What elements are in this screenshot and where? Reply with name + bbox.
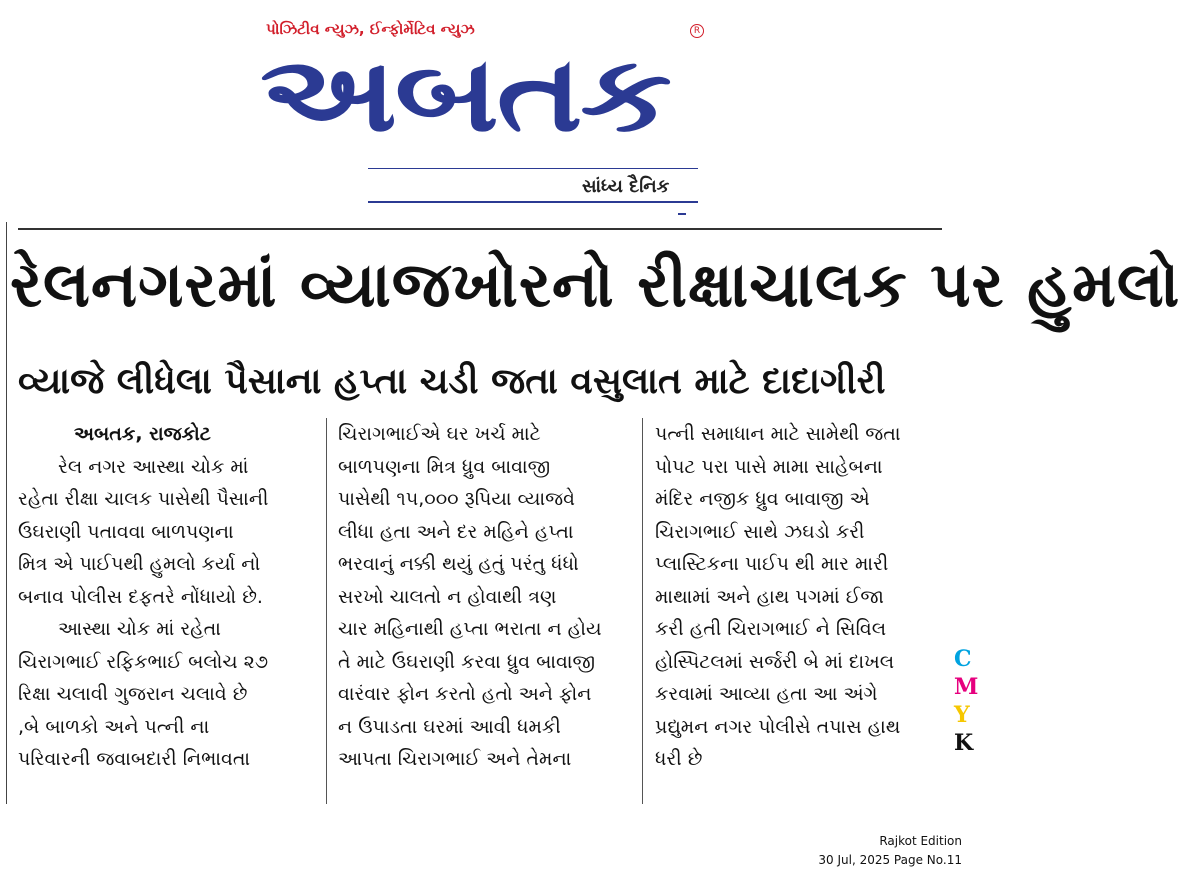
article-column-1 — [18, 418, 314, 776]
column-divider — [326, 418, 327, 804]
article-text-line: પત્ની સમાધાન માટે સામેથી જતા — [655, 423, 901, 445]
article-text-line: પોપટ પરા પાસે મામા સાહેબના — [655, 455, 883, 478]
article-text-line: પ્રદ્યુમન નગર પોલીસે તપાસ હાથ — [655, 715, 901, 738]
article-text-line: માથામાં અને હાથ પગમાં ઈજા — [655, 585, 884, 608]
article-text-line: પાસેથી ૧૫,૦૦૦ રૂપિયા વ્યાજવે — [338, 488, 575, 510]
article-text-line: આસ્થા ચોક માં રહેતા — [58, 618, 221, 640]
article-text-line: બનાવ પોલીસ દફતરે નોંધાયો છે. — [18, 585, 263, 608]
cmyk-k: K — [954, 730, 974, 756]
article-subheadline: વ્યાજે લીધેલા પૈસાના હપ્તા ચડી જતા વસુલાત માટે દાદાગીરી — [18, 361, 886, 402]
article-top-rule — [18, 228, 942, 230]
edition-label: સાંધ્ય દૈનિક — [582, 176, 670, 197]
newspaper-logo: અબતક — [260, 33, 670, 155]
article-column-3 — [655, 418, 947, 776]
clipping-border — [6, 222, 7, 804]
article-text-line: કરી હતી ચિરાગભાઈ ને સિવિલ — [655, 618, 887, 640]
article-text-line: મંદિર નજીક ધ્રુવ બાવાજી એ — [655, 488, 870, 510]
article-text-line: રેલ નગર આસ્થા ચોક માં — [58, 455, 249, 478]
article-text-line: ન ઉપાડતા ઘરમાં આવી ધમકી — [338, 715, 561, 738]
footer-edition: Rajkot Edition — [879, 834, 962, 848]
registered-trademark-icon: R — [690, 24, 704, 38]
article-text-line: હોસ્પિટલમાં સર્જરી બે માં દાખલ — [655, 650, 895, 673]
article-text-line: આપતા ચિરાગભાઈ અને તેમના — [338, 748, 572, 770]
article-column-2 — [338, 418, 630, 776]
article-text-line: ભરવાનું નક્કી થયું હતું પરંતુ ધંધો — [338, 553, 579, 575]
article-text-line: ચિરાગભાઈ રફિકભાઈ બલોચ ૨૭ — [18, 650, 269, 673]
article-text-line: લીધા હતા અને દર મહિને હપ્તા — [338, 520, 574, 543]
column-divider — [642, 418, 643, 804]
cmyk-m: M — [954, 674, 979, 700]
article-text-line: તે માટે ઉઘરાણી કરવા ધ્રુવ બાવાજી — [338, 650, 596, 673]
article-text-line: બાળપણના મિત્ર ધ્રુવ બાવાજી — [338, 455, 551, 478]
article-text-line: પ્લાસ્ટિકના પાઈપ થી માર મારી — [655, 553, 889, 575]
article-text-line: મિત્ર એ પાઈપથી હુમલો કર્યા નો — [18, 553, 261, 575]
masthead-mark — [678, 213, 686, 215]
masthead-rule-bottom — [368, 201, 698, 203]
article-text-line: સરખો ચાલતો ન હોવાથી ત્રણ — [338, 585, 557, 608]
article-byline: અબતક, રાજકોટ — [74, 423, 211, 445]
article-text-line: પરિવારની જવાબદારી નિભાવતા — [18, 748, 251, 770]
cmyk-y: Y — [954, 702, 970, 728]
cmyk-c: C — [954, 646, 972, 672]
article-text-line: વારંવાર ફોન કરતો હતો અને ફોન — [338, 683, 592, 705]
article-headline: રેલનગરમાં વ્યાજખોરનો રીક્ષાચાલક પર હુમલો — [10, 248, 1180, 321]
masthead-rule — [368, 168, 698, 169]
article-text-line: ચિરાગભાઈએ ઘર ખર્ચ માટે — [338, 423, 541, 445]
article-text-line: રિક્ષા ચલાવી ગુજરાન ચલાવે છે — [18, 683, 248, 705]
article-text-line: રહેતા રીક્ષા ચાલક પાસેથી પૈસાની — [18, 488, 269, 510]
cmyk-registration-marks — [954, 645, 979, 757]
footer-date-page: 30 Jul, 2025 Page No.11 — [818, 853, 962, 867]
masthead — [260, 16, 710, 221]
article-text-line: ચાર મહિનાથી હપ્તા ભરાતા ન હોય — [338, 618, 602, 640]
masthead-tagline: પોઝિટીવ ન્યુઝ, ઈન્ફોર્મેટિવ ન્યુઝ — [266, 20, 475, 38]
article-text-line: ,બે બાળકો અને પત્ની ના — [18, 715, 210, 738]
article-text-line: ધરી છે — [655, 748, 703, 770]
article-text-line: ચિરાગભાઈ સાથે ઝઘડો કરી — [655, 520, 865, 543]
article-text-line: કરવામાં આવ્યા હતા આ અંગે — [655, 683, 878, 705]
article-text-line: ઉઘરાણી પતાવવા બાળપણના — [18, 520, 234, 543]
